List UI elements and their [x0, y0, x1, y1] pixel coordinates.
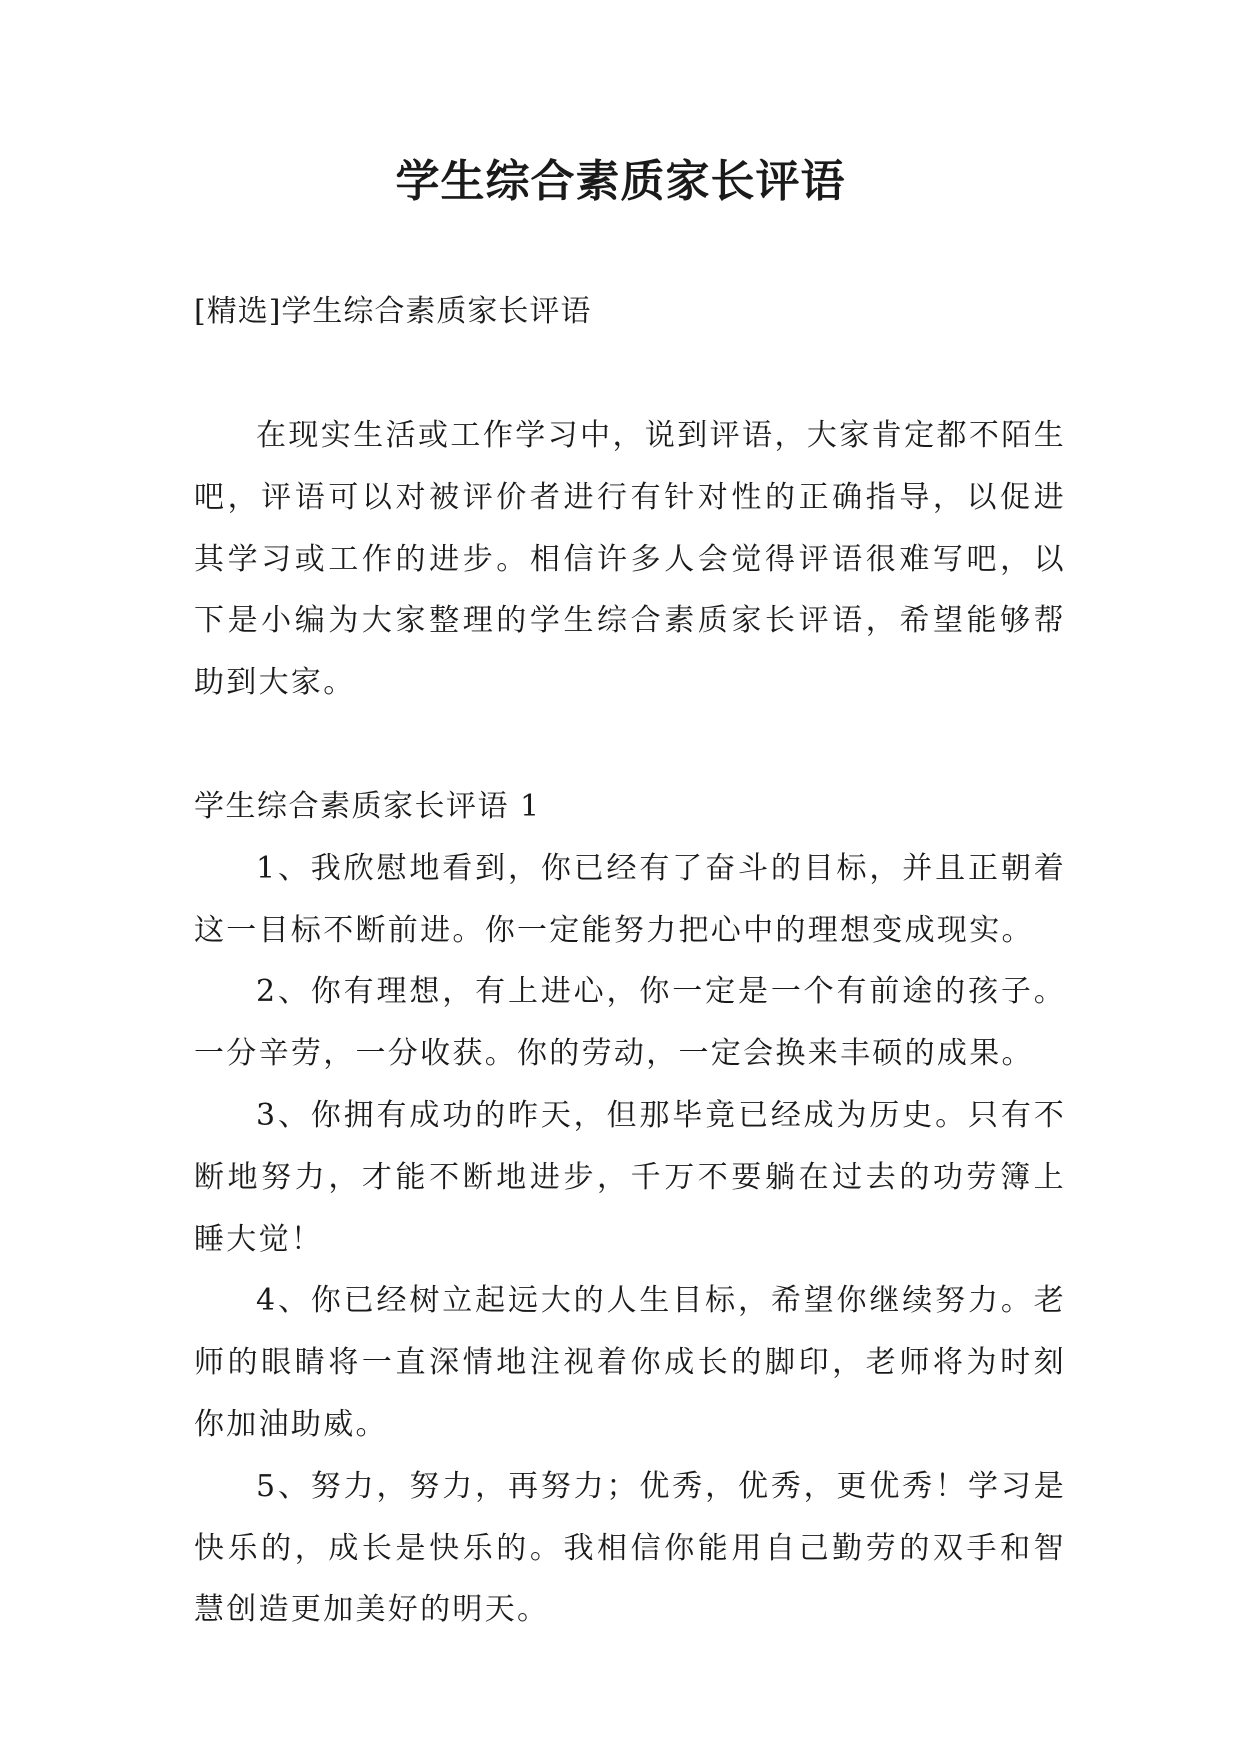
- comment-item-5: 5、努力，努力，再努力；优秀，优秀，更优秀！学习是快乐的，成长是快乐的。我相信你能用自己勤劳的双手和智慧创造更加美好的明天。: [194, 1468, 1066, 1628]
- comment-item-2: 2、你有理想，有上进心，你一定是一个有前途的孩子。一分辛劳，一分收获。你的劳动，一定会换来丰硕的成果。: [194, 974, 1066, 1072]
- intro-paragraph: 在现实生活或工作学习中，说到评语，大家肯定都不陌生吧，评语可以对被评价者进行有针对性的正确指导，以促进其学习或工作的进步。相信许多人会觉得评语很难写吧，以下是小编为大家整理的学生综合素质家长评语，希望能够帮助到大家。: [194, 418, 1066, 701]
- document-subtitle: [精选]学生综合素质家长评语: [194, 294, 592, 329]
- comment-item-1: 1、我欣慰地看到，你已经有了奋斗的目标，并且正朝着这一目标不断前进。你一定能努力把心中的理想变成现实。: [194, 850, 1066, 948]
- comment-item-4: 4、你已经树立起远大的人生目标，希望你继续努力。老师的眼睛将一直深情地注视着你成长的脚印，老师将为时刻你加油助威。: [194, 1283, 1066, 1442]
- section-heading: 学生综合素质家长评语 1: [194, 788, 541, 824]
- comment-item-3: 3、你拥有成功的昨天，但那毕竟已经成为历史。只有不断地努力，才能不断地进步，千万不要躺在过去的功劳簿上睡大觉！: [194, 1097, 1066, 1257]
- document-title: 学生综合素质家长评语: [395, 156, 846, 207]
- document-body: [194, 405, 1066, 1641]
